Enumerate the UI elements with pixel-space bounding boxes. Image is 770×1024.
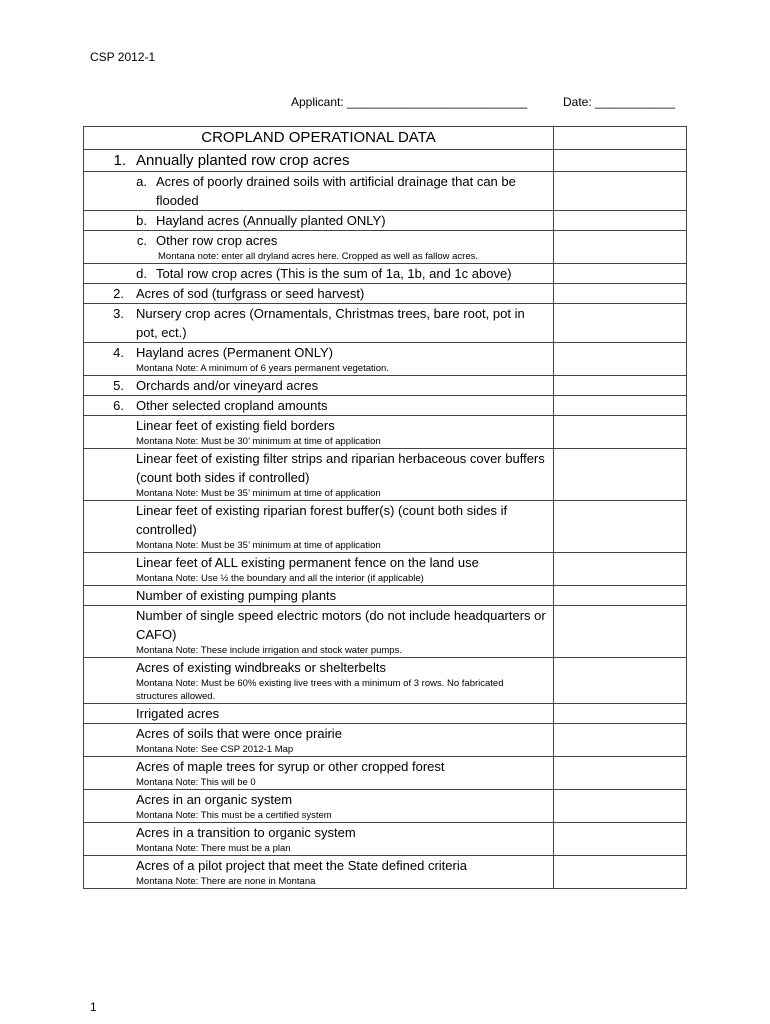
table-row [84,264,687,284]
table-row [84,606,687,658]
row-input-cell[interactable] [554,284,687,304]
row-text: Nursery crop acres (Ornamentals, Christmas trees, bare root, pot in pot, ect.) [136,306,525,340]
table-row [84,856,687,889]
row-note: Montana Note: There are none in Montana [136,876,316,887]
row-text: Hayland acres (Permanent ONLY) [136,345,334,360]
table-row [84,658,687,704]
row-input-cell[interactable] [554,376,687,396]
row-number: d. [136,266,147,281]
row-label-cell [84,304,554,343]
table-row [84,396,687,416]
row-label-cell [84,264,554,284]
row-text: Other row crop acres [156,233,278,248]
row-text: Number of single speed electric motors (do not include headquarters or CAFO) [136,608,546,642]
table-row [84,823,687,856]
table-row [84,724,687,757]
row-text: Annually planted row crop acres [136,152,350,169]
row-number: 4. [113,345,124,360]
row-text: Acres of soils that were once prairie [136,726,342,741]
row-label-cell [84,231,554,264]
row-label-cell [84,790,554,823]
row-input-cell[interactable] [554,231,687,264]
table-row [84,553,687,586]
row-text: Other selected cropland amounts [136,398,328,413]
document-id: CSP 2012-1 [90,50,156,64]
row-number: 3. [113,306,124,321]
table-row [84,211,687,231]
row-label-cell [84,449,554,501]
table-row [84,172,687,211]
row-number: c. [136,233,147,248]
row-text: Orchards and/or vineyard acres [136,378,319,393]
table-row [84,284,687,304]
row-label-cell [84,704,554,724]
row-text: Acres of poorly drained soils with artificial drainage that can be flooded [156,174,516,208]
row-label-cell [84,823,554,856]
table-title-row [84,127,687,150]
row-label-cell [84,658,554,704]
row-label-cell [84,724,554,757]
row-note: Montana Note: See CSP 2012-1 Map [136,744,294,755]
row-label-cell [84,416,554,449]
row-note: Montana Note: Use ½ the boundary and all the interior (if applicable) [136,573,424,584]
row-input-cell[interactable] [554,790,687,823]
row-label-cell [84,586,554,606]
row-input-cell[interactable] [554,586,687,606]
row-label-cell [84,606,554,658]
table-row [84,757,687,790]
row-note: Montana Note: These include irrigation and stock water pumps. [136,645,402,656]
row-label-cell [84,553,554,586]
table-title: CROPLAND OPERATIONAL DATA [84,127,554,150]
row-text: Number of existing pumping plants [136,588,337,603]
table-row [84,376,687,396]
row-input-cell[interactable] [554,856,687,889]
row-input-cell[interactable] [554,150,687,172]
row-note: Montana Note: There must be a plan [136,843,291,854]
row-input-cell[interactable] [554,172,687,211]
row-text: Linear feet of existing riparian forest buffer(s) (count both sides if controlled) [136,503,508,537]
row-number: a. [136,174,147,189]
row-label-cell [84,284,554,304]
row-text: Total row crop acres (This is the sum of 1a, 1b, and 1c above) [156,266,512,281]
row-text: Acres of existing windbreaks or shelterbelts [136,660,387,675]
title-input-cell [554,127,687,150]
row-text: Irrigated acres [136,706,220,721]
row-text: Acres of maple trees for syrup or other cropped forest [136,759,445,774]
row-text: Acres in an organic system [136,792,293,807]
row-label-cell [84,376,554,396]
row-input-cell[interactable] [554,264,687,284]
row-number: b. [136,213,147,228]
row-label-cell [84,856,554,889]
row-text: Linear feet of existing field borders [136,418,335,433]
row-note: Montana Note: Must be 35’ minimum at time of application [136,540,381,551]
applicant-field[interactable]: Applicant: ___________________________ [291,95,528,109]
row-note: Montana note: enter all dryland acres here. Cropped as well as fallow acres. [158,251,479,262]
table-row [84,304,687,343]
row-note: Montana Note: This must be a certified system [136,810,332,821]
row-note: Montana Note: Must be 60% existing live trees with a minimum of 3 rows. No fabricated structures allowed. [136,678,504,702]
row-number: 6. [113,398,124,413]
row-input-cell[interactable] [554,416,687,449]
row-label-cell [84,211,554,231]
row-number: 5. [113,378,124,393]
row-text: Acres in a transition to organic system [136,825,356,840]
row-input-cell[interactable] [554,553,687,586]
row-input-cell[interactable] [554,396,687,416]
row-text: Hayland acres (Annually planted ONLY) [156,213,386,228]
table-row [84,449,687,501]
date-field[interactable]: Date: ____________ [563,95,676,109]
row-input-cell[interactable] [554,658,687,704]
table-row [84,150,687,172]
page-number: 1 [90,1000,97,1014]
row-label-cell [84,396,554,416]
row-input-cell[interactable] [554,211,687,231]
row-label-cell [84,501,554,553]
row-note: Montana Note: Must be 35’ minimum at time of application [136,488,381,499]
table-row [84,416,687,449]
row-input-cell[interactable] [554,704,687,724]
row-number: 1. [113,152,126,169]
row-text: Acres of a pilot project that meet the State defined criteria [136,858,467,873]
row-label-cell [84,757,554,790]
row-input-cell[interactable] [554,501,687,553]
row-text: Linear feet of ALL existing permanent fence on the land use [136,555,479,570]
table-row [84,231,687,264]
row-input-cell[interactable] [554,343,687,376]
row-input-cell[interactable] [554,606,687,658]
table-row [84,704,687,724]
row-note: Montana Note: Must be 30’ minimum at time of application [136,436,381,447]
row-label-cell [84,150,554,172]
table-row [84,343,687,376]
cropland-operational-table [83,126,687,889]
row-label-cell [84,172,554,211]
row-input-cell[interactable] [554,304,687,343]
table-row [84,501,687,553]
row-note: Montana Note: This will be 0 [136,777,256,788]
row-note: Montana Note: A minimum of 6 years permanent vegetation. [136,363,389,374]
row-input-cell[interactable] [554,449,687,501]
row-input-cell[interactable] [554,724,687,757]
row-input-cell[interactable] [554,757,687,790]
row-text: Acres of sod (turfgrass or seed harvest) [136,286,365,301]
row-label-cell [84,343,554,376]
row-text: Linear feet of existing filter strips and riparian herbaceous cover buffers (count both sides if controlled) [136,451,545,485]
row-input-cell[interactable] [554,823,687,856]
table-row [84,790,687,823]
row-number: 2. [113,286,124,301]
table-row [84,586,687,606]
